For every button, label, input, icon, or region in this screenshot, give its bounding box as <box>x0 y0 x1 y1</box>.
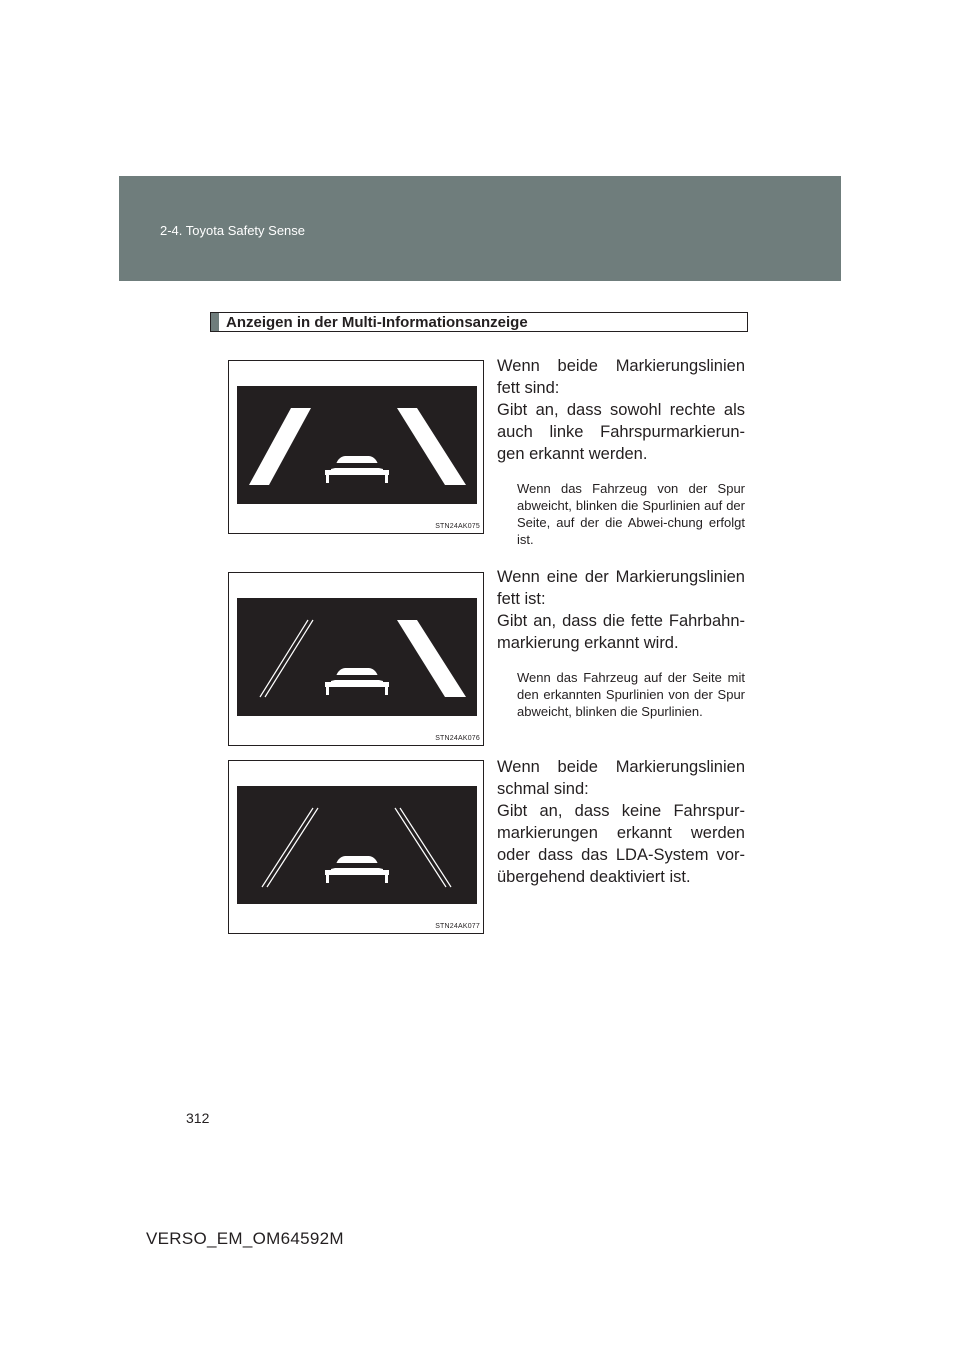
footer-code: VERSO_EM_OM64592M <box>146 1229 344 1248</box>
item-2-description: Gibt an, dass die fette Fahrbahn-markierung erkannt wird. <box>497 612 745 652</box>
figure-code: STN24AK077 <box>435 923 480 930</box>
subheading-box <box>210 312 748 332</box>
header-band <box>119 176 841 281</box>
section-title: 2-4. Toyota Safety Sense <box>160 223 306 238</box>
item-2-note: Wenn das Fahrzeug auf der Seite mit den erkannten Spurlinien von der Spur abweicht, blinken die Spurlinien. <box>517 670 745 719</box>
item-1-text <box>497 355 745 465</box>
subheading-title: Anzeigen in der Multi-Informationsanzeige <box>226 314 528 331</box>
display-illustration-both-thin <box>229 761 483 933</box>
display-illustration-both-bold <box>229 361 483 533</box>
figure-code: STN24AK075 <box>435 523 480 530</box>
figure-one-bold <box>228 572 484 746</box>
display-illustration-one-bold <box>229 573 483 745</box>
item-3-text <box>497 756 745 888</box>
item-1-description: Gibt an, dass sowohl rechte als auch linke Fahrspurmarkierun-gen erkannt werden. <box>497 401 745 463</box>
item-3-description: Gibt an, dass keine Fahrspur-markierungen erkannt werden oder dass das LDA-System vor-übergehend deaktiviert ist. <box>497 802 745 886</box>
page-number: 312 <box>186 1110 210 1126</box>
item-1-condition: Wenn beide Markierungslinien fett sind: <box>497 357 745 397</box>
item-2-text <box>497 566 745 654</box>
item-3-condition: Wenn beide Markierungslinien schmal sind: <box>497 758 745 798</box>
figure-both-thin <box>228 760 484 934</box>
subheading-accent-bar <box>211 313 219 331</box>
item-1-note: Wenn das Fahrzeug von der Spur abweicht, blinken die Spurlinien auf der Seite, auf der die Abwei-chung erfolgt ist. <box>517 481 745 547</box>
figure-code: STN24AK076 <box>435 735 480 742</box>
figure-both-bold <box>228 360 484 534</box>
item-2-condition: Wenn eine der Markierungslinien fett ist: <box>497 568 745 608</box>
